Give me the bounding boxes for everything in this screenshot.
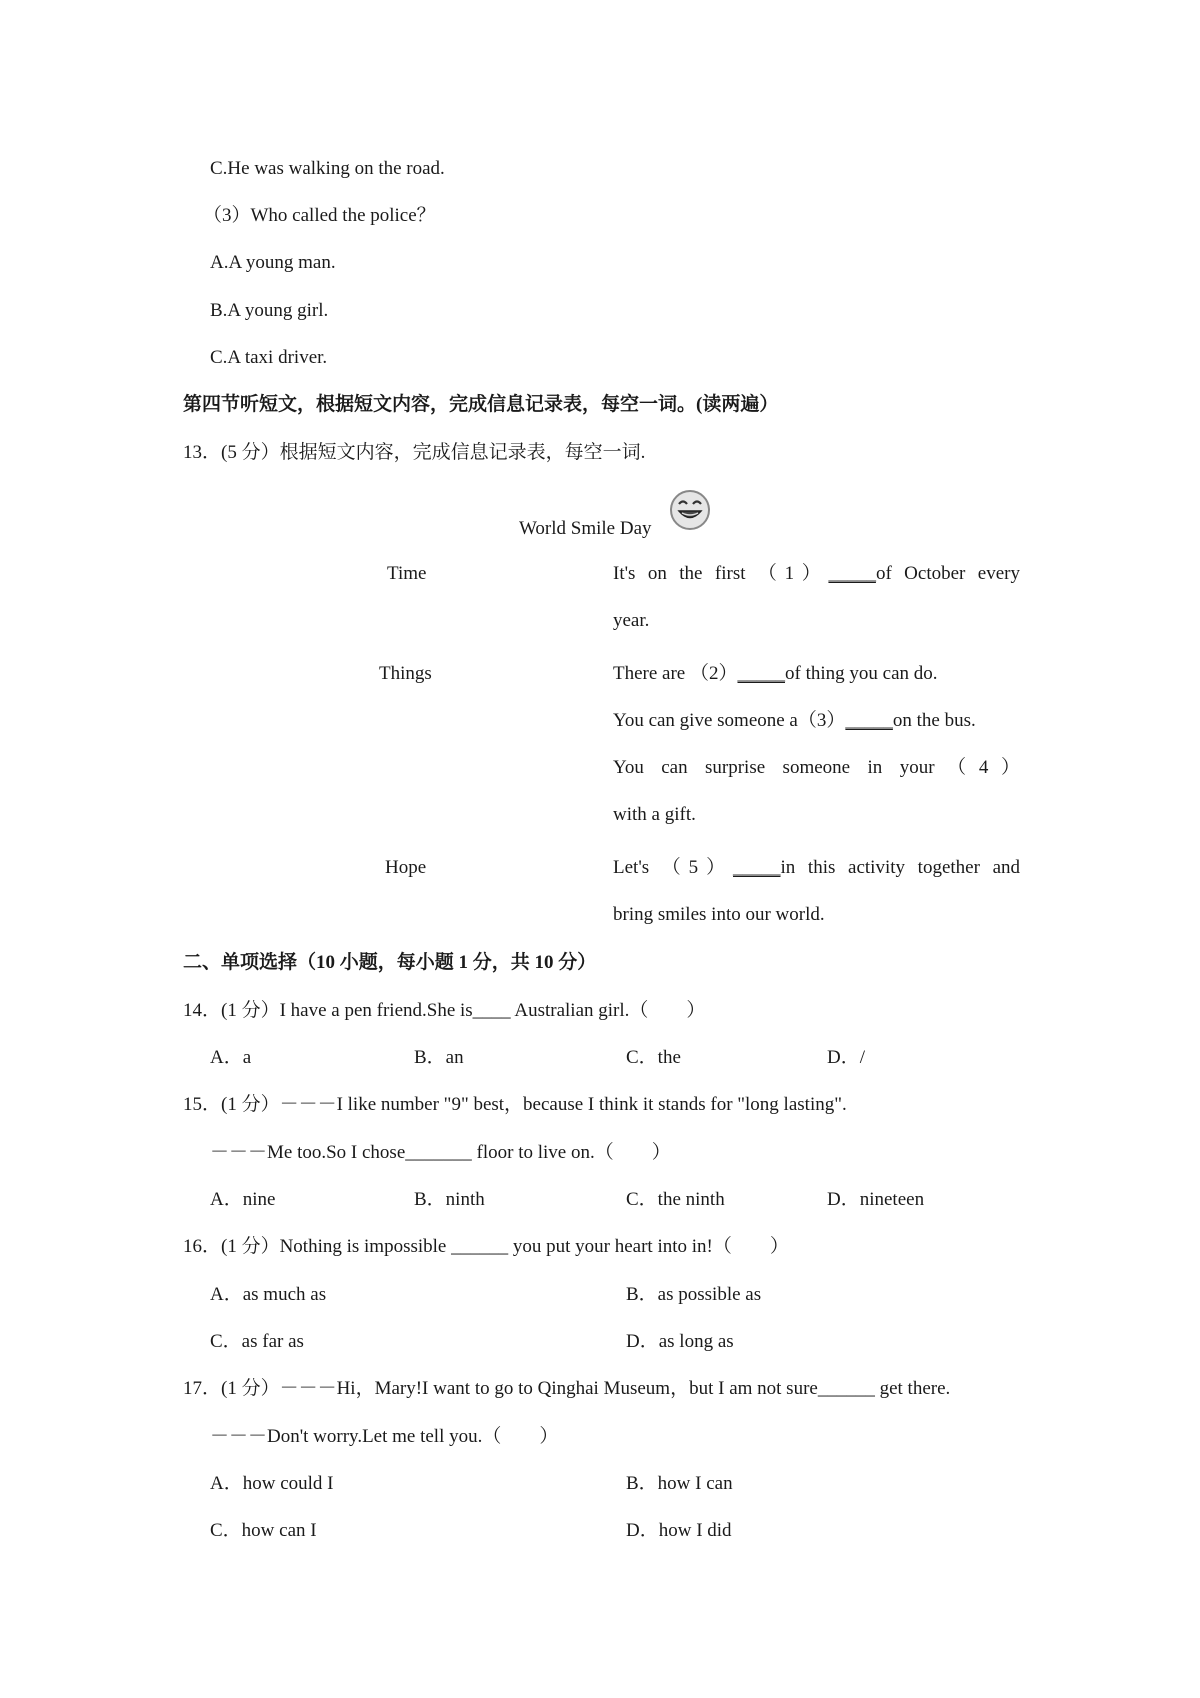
q16-option-a: A．as much as bbox=[210, 1284, 327, 1305]
q17-option-d: D．how I did bbox=[626, 1520, 732, 1541]
q14-option-b: B．an bbox=[414, 1047, 464, 1068]
q16-option-d: D．as long as bbox=[626, 1331, 734, 1352]
q17-stem-reply: －－－Don't worry.Let me tell you.（ ） bbox=[210, 1426, 559, 1447]
q16-option-c: C．as far as bbox=[210, 1331, 304, 1352]
q13-table-title: World Smile Day bbox=[519, 518, 652, 539]
q17-stem: 17．(1 分）－－－Hi，Mary!I want to go to Qinghai Museum，but I am not sure______ get there. bbox=[183, 1378, 951, 1399]
smiley-face-icon bbox=[668, 486, 712, 534]
q14-stem: 14．(1 分）I have a pen friend.She is____ Australian girl.（ ） bbox=[183, 1000, 706, 1021]
q14-option-c: C．the bbox=[626, 1047, 681, 1068]
q15-stem-reply: －－－Me too.So I chose_______ floor to live on.（ ） bbox=[210, 1142, 671, 1163]
q15-stem: 15．(1 分）－－－I like number "9" best，because I think it stands for "long lasting". bbox=[183, 1094, 847, 1115]
q13-stem: 13．(5 分）根据短文内容，完成信息记录表，每空一词. bbox=[183, 442, 646, 463]
q13-row-hope-line-2: bring smiles into our world. bbox=[613, 904, 825, 925]
q14-option-d: D．/ bbox=[827, 1047, 866, 1068]
q13-row-time-line-1: It's on the first （1）_____of October every bbox=[613, 563, 1020, 584]
q12-sub3-option-b: B.A young girl. bbox=[210, 300, 329, 321]
q13-row-things-line-3: You can surprise someone in your（4） bbox=[613, 757, 1020, 778]
q13-row-things-line-2: You can give someone a（3）_____on the bus. bbox=[613, 710, 976, 731]
q14-option-a: A．a bbox=[210, 1047, 252, 1068]
q16-option-b: B．as possible as bbox=[626, 1284, 762, 1305]
q13-row-hope-line-1: Let's （5）_____in this activity together and bbox=[613, 857, 1020, 878]
q12-sub3-option-c: C.A taxi driver. bbox=[210, 347, 328, 368]
q13-row-label-time: Time bbox=[387, 563, 427, 584]
q13-row-label-hope: Hope bbox=[385, 857, 427, 878]
q13-row-label-things: Things bbox=[379, 663, 432, 684]
q17-option-b: B．how I can bbox=[626, 1473, 733, 1494]
q17-option-a: A．how could I bbox=[210, 1473, 334, 1494]
q12-sub3-question: （3）Who called the police？ bbox=[203, 205, 436, 226]
q13-row-things-line-1: There are （2）_____of thing you can do. bbox=[613, 663, 938, 684]
q15-option-c: C．the ninth bbox=[626, 1189, 725, 1210]
q13-row-things-line-4: with a gift. bbox=[613, 804, 696, 825]
q17-option-c: C．how can I bbox=[210, 1520, 317, 1541]
q12-option-c: C.He was walking on the road. bbox=[210, 158, 445, 179]
q13-row-time-line-2: year. bbox=[613, 610, 650, 631]
part2-heading: 二、单项选择（10 小题，每小题 1 分，共 10 分） bbox=[183, 952, 597, 973]
q12-sub3-option-a: A.A young man. bbox=[210, 252, 336, 273]
q15-option-d: D．nineteen bbox=[827, 1189, 925, 1210]
q16-stem: 16．(1 分）Nothing is impossible ______ you put your heart into in!（ ） bbox=[183, 1236, 789, 1257]
section4-heading: 第四节听短文，根据短文内容，完成信息记录表，每空一词。(读两遍） bbox=[183, 394, 779, 415]
q15-option-a: A．nine bbox=[210, 1189, 276, 1210]
q15-option-b: B．ninth bbox=[414, 1189, 485, 1210]
